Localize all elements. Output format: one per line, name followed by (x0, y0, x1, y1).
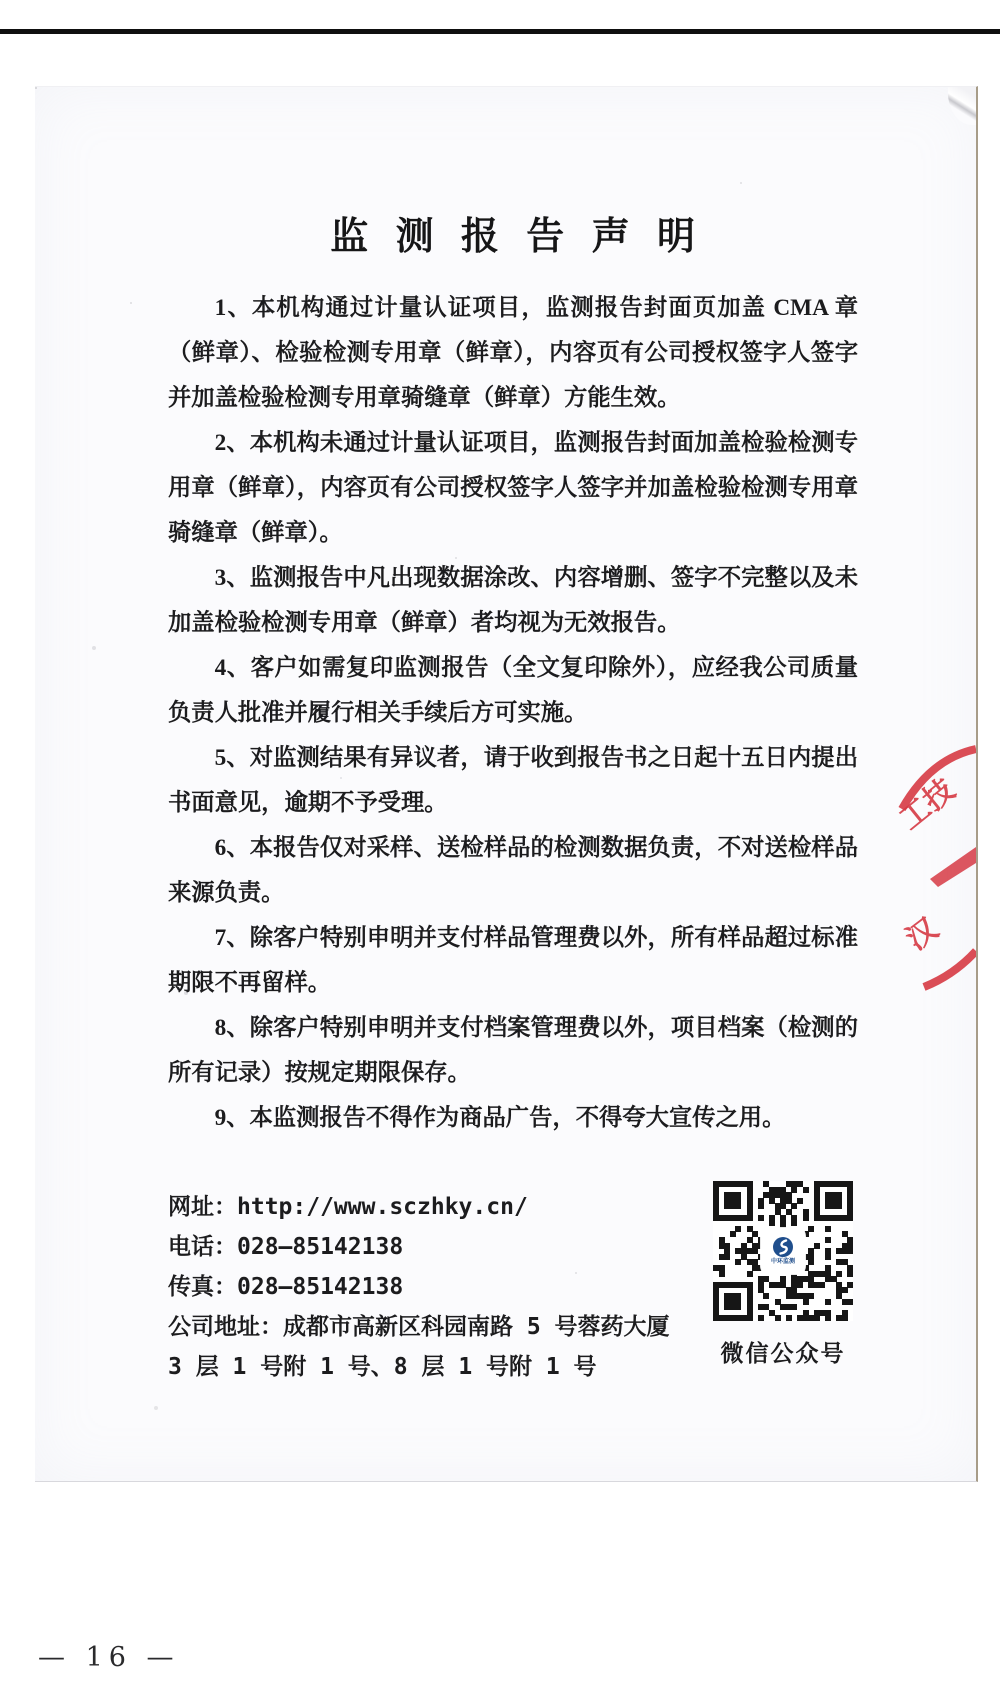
seal-arc-lower (924, 951, 976, 987)
wechat-qr-column (708, 1181, 858, 1368)
website-value: http://www.sczhky.cn/ (237, 1194, 528, 1220)
website-label: 网址： (168, 1194, 237, 1220)
statement-paragraph: 1、本机构通过计量认证项目，监测报告封面页加盖 CMA 章（鲜章）、检验检测专用章（鲜章），内容页有公司授权签字人签字并加盖检验检测专用章骑缝章（鲜章）方能生效。 (168, 295, 858, 411)
phone-line (168, 1227, 683, 1267)
address-line-1 (168, 1307, 683, 1347)
address-line-2: 3 层 1 号附 1 号、8 层 1 号附 1 号 (168, 1354, 597, 1380)
fax-label: 传真： (168, 1274, 237, 1300)
phone-label: 电话： (168, 1234, 237, 1260)
statement-paragraph: 4、客户如需复印监测报告（全文复印除外），应经我公司质量负责人批准并履行相关手续后方可实施。 (168, 655, 858, 726)
contact-info (168, 1187, 683, 1387)
statement-paragraph: 5、对监测结果有异议者，请于收到报告书之日起十五日内提出书面意见，逾期不予受理。 (168, 745, 858, 816)
address-label: 公司地址： (168, 1314, 283, 1340)
seal-text-lower: 汉 (900, 912, 945, 957)
address-value-1: 成都市高新区科园南路 5 号蓉药大厦 (283, 1314, 670, 1340)
seal-text-upper: 工技 (893, 773, 962, 837)
statement-paragraph: 8、除客户特别申明并支付档案管理费以外，项目档案（检测的所有记录）按规定期限保存。 (168, 1015, 858, 1086)
statement-paragraph: 3、监测报告中凡出现数据涂改、内容增删、签字不完整以及未加盖检验检测专用章（鲜章）者均视为无效报告。 (168, 565, 858, 636)
fax-line (168, 1267, 683, 1307)
fax-value: 028—85142138 (237, 1274, 404, 1300)
qr-caption: 微信公众号 (720, 1341, 846, 1366)
declaration-content (168, 205, 858, 1387)
page-corner-curl (948, 87, 976, 125)
scan-noise-speckles (35, 87, 37, 89)
qr-wrap (713, 1181, 853, 1321)
page-title: 监测报告声明 (330, 216, 723, 258)
statement-paragraph: 2、本机构未通过计量认证项目，监测报告封面加盖检验检测专用章（鲜章），内容页有公司授权签字人签字并加盖检验检测专用章骑缝章（鲜章）。 (168, 430, 858, 546)
statement-paragraph: 9、本监测报告不得作为商品广告，不得夸大宣传之用。 (214, 1105, 786, 1131)
statement-paragraphs (168, 286, 858, 1141)
seal-stroke-middle (930, 847, 976, 887)
qr-center-logo (761, 1228, 805, 1274)
red-seal-fragment (874, 735, 976, 997)
footer-block (168, 1187, 858, 1387)
website-line (168, 1187, 683, 1227)
qr-logo-text: 中环监测 (770, 1258, 795, 1265)
statement-paragraph: 7、除客户特别申明并支付样品管理费以外，所有样品超过标准期限不再留样。 (168, 925, 858, 996)
scanned-declaration-page (35, 86, 978, 1482)
phone-value: 028—85142138 (237, 1234, 404, 1260)
swirl-logo-icon (772, 1236, 794, 1258)
statement-paragraph: 6、本报告仅对采样、送检样品的检测数据负责，不对送检样品来源负责。 (168, 835, 858, 906)
header-rule (0, 29, 1000, 34)
page-number: — 16 — (38, 1642, 180, 1673)
